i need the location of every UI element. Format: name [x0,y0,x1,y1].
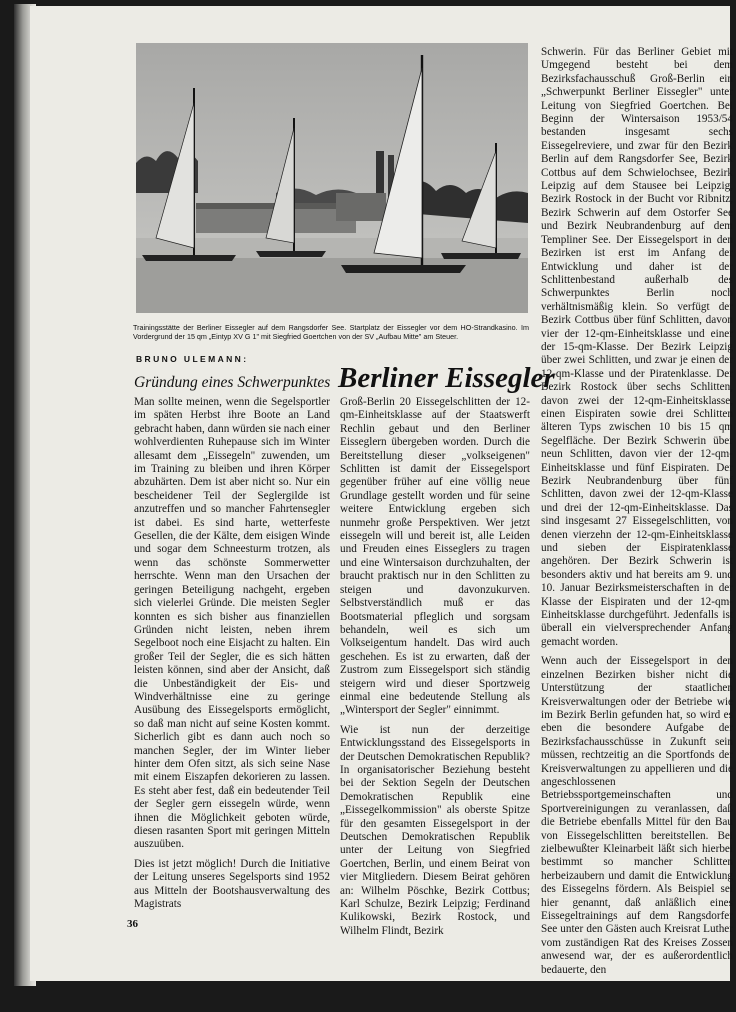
author-byline: BRUNO ULEMANN: [136,354,249,364]
paragraph: Schwerin. Für das Berliner Gebiet mit Umgegend besteht bei dem Bezirksfachausschuß Groß-Berlin ein „Schwerpunkt Berliner Eissegler" unter Leitung von Siegfried Goertchen. Bei Beginn der Wintersaison 1953/54 bestanden insgesamt sechs Eissegelreviere, und zwar für den Bezirk Berlin auf dem Rangsdorfer See, Bezirk Cottbus auf dem Schwielochsee, Bezirk Leipzig auf dem Stausee bei Leipzig, Bezirk Rostock in der Bucht vor Ribnitz, Bezirk Schwerin auf dem Ostorfer See und Bezirk Neubrandenburg auf dem Templiner See. Der Eissegelsport in den Bezirken ist erst im Anfang der Entwicklung und daher ist der Schlittenbestand außerhalb des Schwerpunktes Berlin noch verhältnismäßig klein. So verfügt der Bezirk Cottbus über fünf Schlitten, davon vier der 12-qm-Einheitsklasse und einer der 15-qm-Klasse. Der Bezirk Leipzig über zwei Schlitten, und zwar je einen der 12-qm-Klasse und der Piratenklasse. Der Bezirk Rostock über sechs Schlitten, davon zwei der 12-qm-Einheitsklasse, einen Eispiraten sowie drei Schlitten älteren Typs zwischen 10 bis 15 qm Segelfläche. Der Bezirk Schwerin über neun Schlitten, davon vier der 12-qm-Einheitsklasse und fünf Eispiraten. Der Bezirk Neubrandenburg über fünf Schlitten, davon zwei der 12-qm-Klasse und drei der 12-qm-Einheitsklasse. Das sind insgesamt 27 Eissegelschlitten, von denen vierzehn der 12-qm-Einheitsklasse und sieben der Eispiratenklasse angehören. Der Bezirk Schwerin ist besonders aktiv und hat bereits am 9. und 10. Januar Bezirksmeisterschaften in der Klasse der Eispiraten und der 12-qm-Einheitsklasse durchgeführt. Jedenfalls ist überall ein vielversprechender Anfang gemacht worden. [541,46,733,648]
text-column-3 [541,46,733,983]
paragraph: Man sollte meinen, wenn die Segelsportler im späten Herbst ihre Boote an Land gebracht haben, dann würden sie nach einer wohlverdienten Ruhepause sich im Winter allesamt dem „Eissegeln" zuwenden, um im Training zu bleiben und ihren Körper abzuhärten. Dem ist aber nicht so. Nur ein bescheidener Teil der Seglergilde ist anzutreffen und so mancher Fahrtensegler ist dabei. Es sind harte, wetterfeste Gesellen, die der Kälte, dem eisigen Winde und sogar dem Schneesturm trotzen, als wenn das schönste Sommerwetter herrschte. Wenn man den Ursachen der geringen Beteiligung nachgeht, ergeben sich vielerlei Gründe. Die meisten Segler konnten es sich bisher aus finanziellen Gründen nicht leisten, neben ihrem Segelboot noch eine Eisjacht zu halten. Ein großer Teil der Segler, die es sich hätten leisten können, sind aber der Ansicht, daß die Unbeständigkeit der Eis- und Windverhältnisse eine zu geringe Ausübung des Eissegelsports ermöglicht, so daß man nicht auf seine Kosten kommt. Sicherlich gibt es dann auch noch so manchen Segler, der im Winter lieber hinter dem Ofen sitzt, als sich seine Nase mit einem Eiszapfen dekorieren zu lassen. Es steht aber fest, daß ein bedeutender Teil der Segler gern eissegeln würde, wenn ihnen die Möglichkeit geboten würde, diesen rasanten Sport mit geringen Mitteln auszuüben. [134,396,331,851]
article-title: Berliner Eissegler [338,362,555,394]
photo-caption: Trainingsstätte der Berliner Eissegler auf dem Rangsdorfer See. Startplatz der Eissegler vor dem HO-Strandkasino. Im Vordergrund der 15 qm „Eintyp XV G 1" mit Siegfried Goertchen von der SV „Aufbau Mitte" am Steuer. [133,323,529,341]
text-column-2 [340,396,530,944]
page-number: 36 [127,918,138,930]
paragraph: Groß-Berlin 20 Eissegelschlitten der 12-qm-Einheitsklasse auf der Staatswerft Rechlin gebaut und den Berliner Eisseglern übergeben worden. Durch die Bereitstellung dieser „volkseigenen" Schlitten ist damit der Eissegelsport gegenüber früher auf eine völlig neue Grundlage gestellt worden und für seine weitere Entwicklung ergeben sich nunmehr große Perspektiven. Wer jetzt eissegeln will und bereit ist, alle Leiden und Freuden eines Eisseglers zu tragen und eine Wintersaison durchzuhalten, der braucht praktisch nur in den Schlitten zu steigen und davonzukurven. Selbstverständlich muß er das Bootsmaterial pfleglich und sorgsam behandeln, weil es sich um Volkseigentum handelt. Das wird auch geschehen. Es ist zu erwarten, daß der Zustrom zum Eissegelsport sich ständig steigern wird und dieser Sportzweig einmal eine bedeutende Stellung als „Wintersport der Segler" einnimmt. [340,396,530,717]
paragraph: Dies ist jetzt möglich! Durch die Initiative der Leitung unseres Segelsports sind 1952 aus Mitteln der Bootshausverwaltung des Magistrats [134,857,330,911]
paragraph: Wenn auch der Eissegelsport in den einzelnen Bezirken bisher nicht die Unterstützung der staatlichen Kreisverwaltungen oder der Betriebe wie im Bezirk Berlin gefunden hat, so wird es eben die besondere Aufgabe der Bezirksfachausschüsse in Zukunft sein müssen, rechtzeitig an die Sportfonds der Kreisverwaltungen zu appellieren und die angeschlossenen Betriebssportgemeinschaften und Sportvereinigungen zu veranlassen, daß die Betriebe ebenfalls Mittel für den Bau von Eissegelschlitten bereitstellen. Bei zielbewußter Kleinarbeit läßt sich hierbei bestimmt so mancher Schlitten herbeizaubern und damit die Entwicklung des Eissegelns fördern. Als Beispiel sei hier genannt, daß anläßlich eines Eissegeltrainings auf dem Rangsdorfer See unter den Gästen auch Kreisrat Luther vom zuständigen Rat des Kreises Zossen anwesend war, der es außerordentlich bedauerte, den [541,655,733,976]
iceboat-photo [136,43,528,313]
article-subtitle: Gründung eines Schwerpunktes [134,374,331,391]
paragraph: Wie ist nun der derzeitige Entwicklungsstand des Eissegelsports in der Deutschen Demokratischen Republik? In organisatorischer Beziehung besteht bei der Sektion Segeln der Deutschen Demokratischen Republik eine „Eissegelkommission" als oberste Spitze für den gesamten Eissegelsport in der Deutschen Demokratischen Republik unter der Leitung von Siegfried Goertchen, Berlin, und einem Beirat von vier Mitgliedern. Diesem Beirat gehören an: Wilhelm Pöschke, Bezirk Cottbus; Karl Schulze, Bezirk Leipzig; Ferdinand Kulikowski, Bezirk Rostock, und Wilhelm Flindt, Bezirk [340,723,530,937]
text-column-1 [134,396,330,917]
iceboat-illustration [136,43,528,313]
